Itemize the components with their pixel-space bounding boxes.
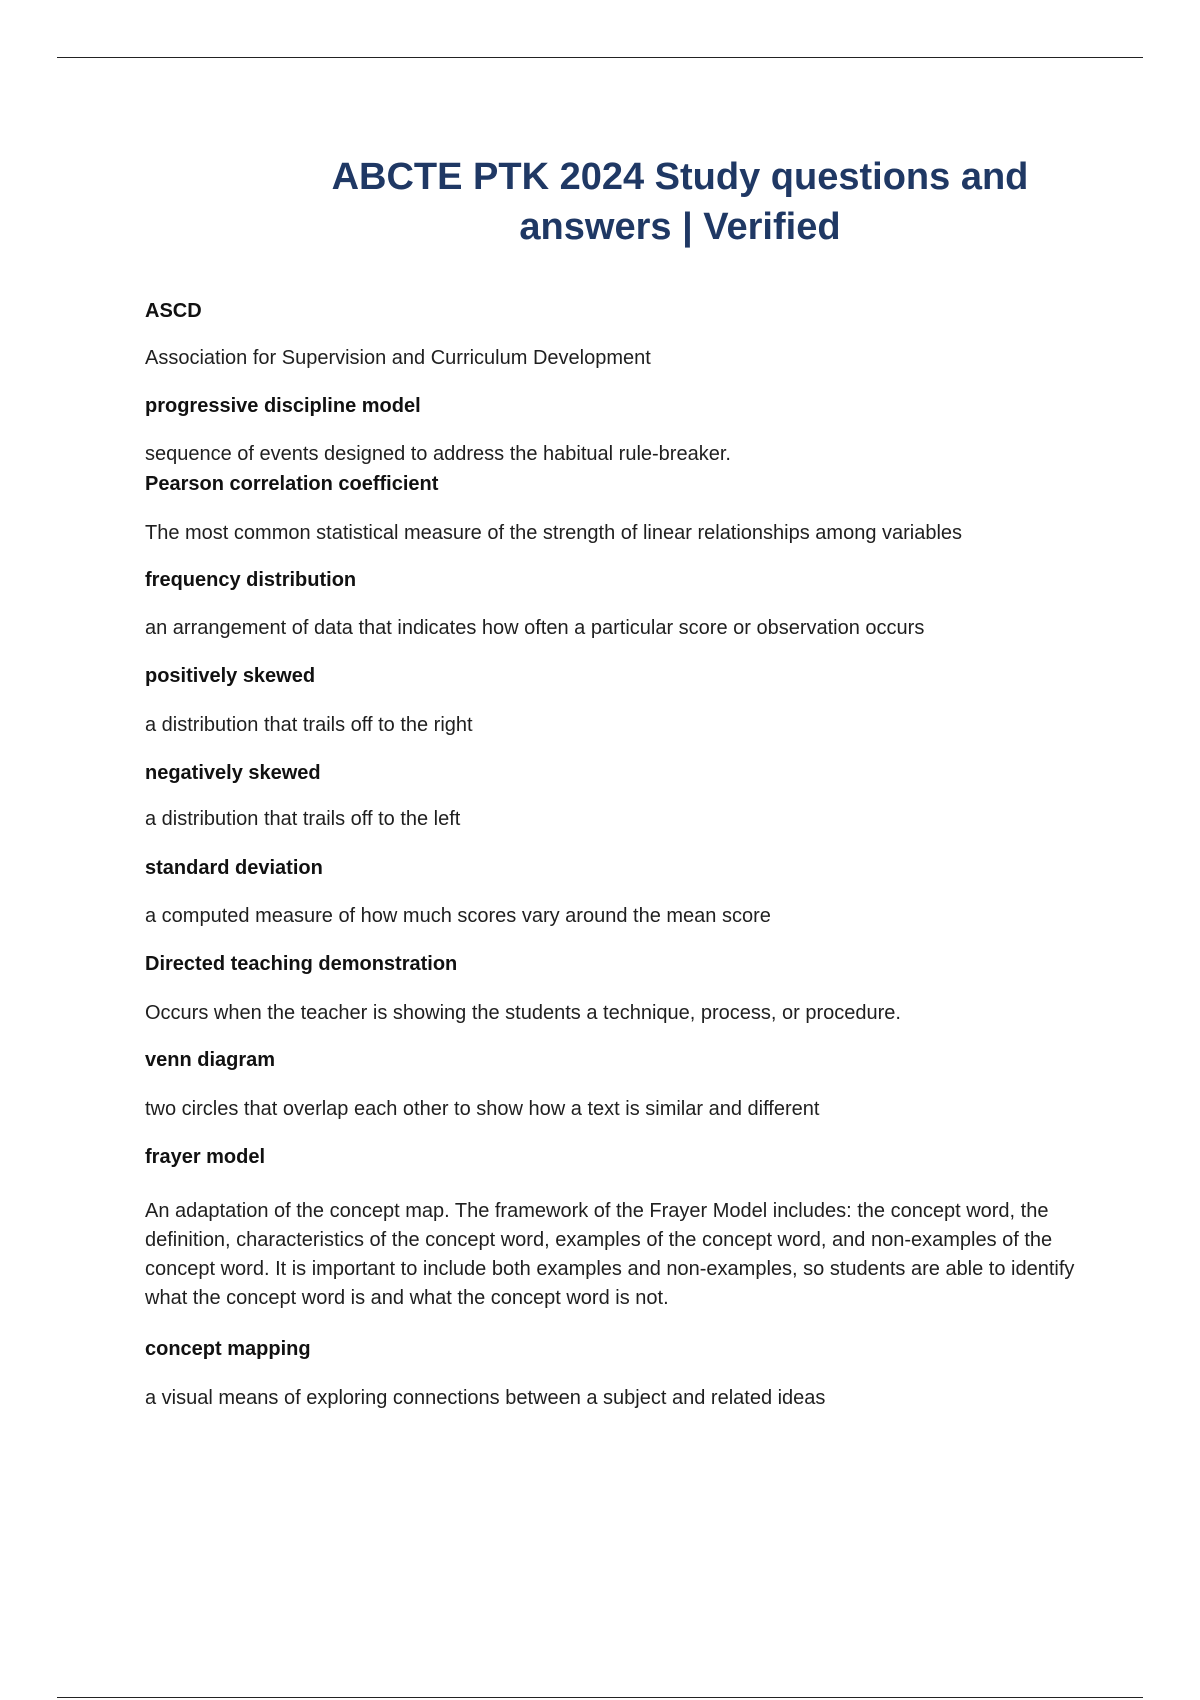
footer-rule (57, 1697, 1143, 1698)
definition-progressive-discipline-model: sequence of events designed to address the habitual rule-breaker. (145, 443, 731, 465)
definition-venn-diagram: two circles that overlap each other to show how a text is similar and different (145, 1098, 820, 1120)
definition-ascd: Association for Supervision and Curriculum Development (145, 347, 651, 369)
term-venn-diagram: venn diagram (145, 1049, 276, 1071)
term-concept-mapping: concept mapping (145, 1338, 311, 1360)
definition-frayer-model: An adaptation of the concept map. The framework of the Frayer Model includes: the concept word, the definition, characteristics of the concept word, examples of the concept word, and non-examples of the concept word. It is important to include both examples and non-examples, so students are able to identify what the concept word is and what the concept word is not. (145, 1200, 1075, 1309)
term-negatively-skewed: negatively skewed (145, 762, 321, 784)
term-frayer-model: frayer model (145, 1146, 266, 1168)
term-frequency-distribution: frequency distribution (145, 569, 357, 591)
title-line-1: ABCTE PTK 2024 Study questions and (331, 156, 1029, 198)
term-ascd: ASCD (145, 300, 202, 322)
term-positively-skewed: positively skewed (145, 665, 316, 687)
definition-directed-teaching-demonstration: Occurs when the teacher is showing the students a technique, process, or procedure. (145, 1002, 901, 1024)
term-directed-teaching-demonstration: Directed teaching demonstration (145, 953, 458, 975)
definition-pearson-correlation-coefficient: The most common statistical measure of the strength of linear relationships among variables (145, 522, 963, 544)
term-standard-deviation: standard deviation (145, 857, 323, 879)
header-rule (57, 57, 1143, 58)
definition-negatively-skewed: a distribution that trails off to the left (145, 808, 461, 830)
definition-frequency-distribution: an arrangement of data that indicates how often a particular score or observation occurs (145, 617, 925, 639)
term-pearson-correlation-coefficient: Pearson correlation coefficient (145, 473, 439, 495)
definition-concept-mapping: a visual means of exploring connections between a subject and related ideas (145, 1387, 826, 1409)
definition-positively-skewed: a distribution that trails off to the right (145, 714, 473, 736)
title-line-2: answers | Verified (519, 206, 841, 248)
term-progressive-discipline-model: progressive discipline model (145, 395, 421, 417)
definition-standard-deviation: a computed measure of how much scores vary around the mean score (145, 905, 771, 927)
document-title (255, 152, 1105, 252)
